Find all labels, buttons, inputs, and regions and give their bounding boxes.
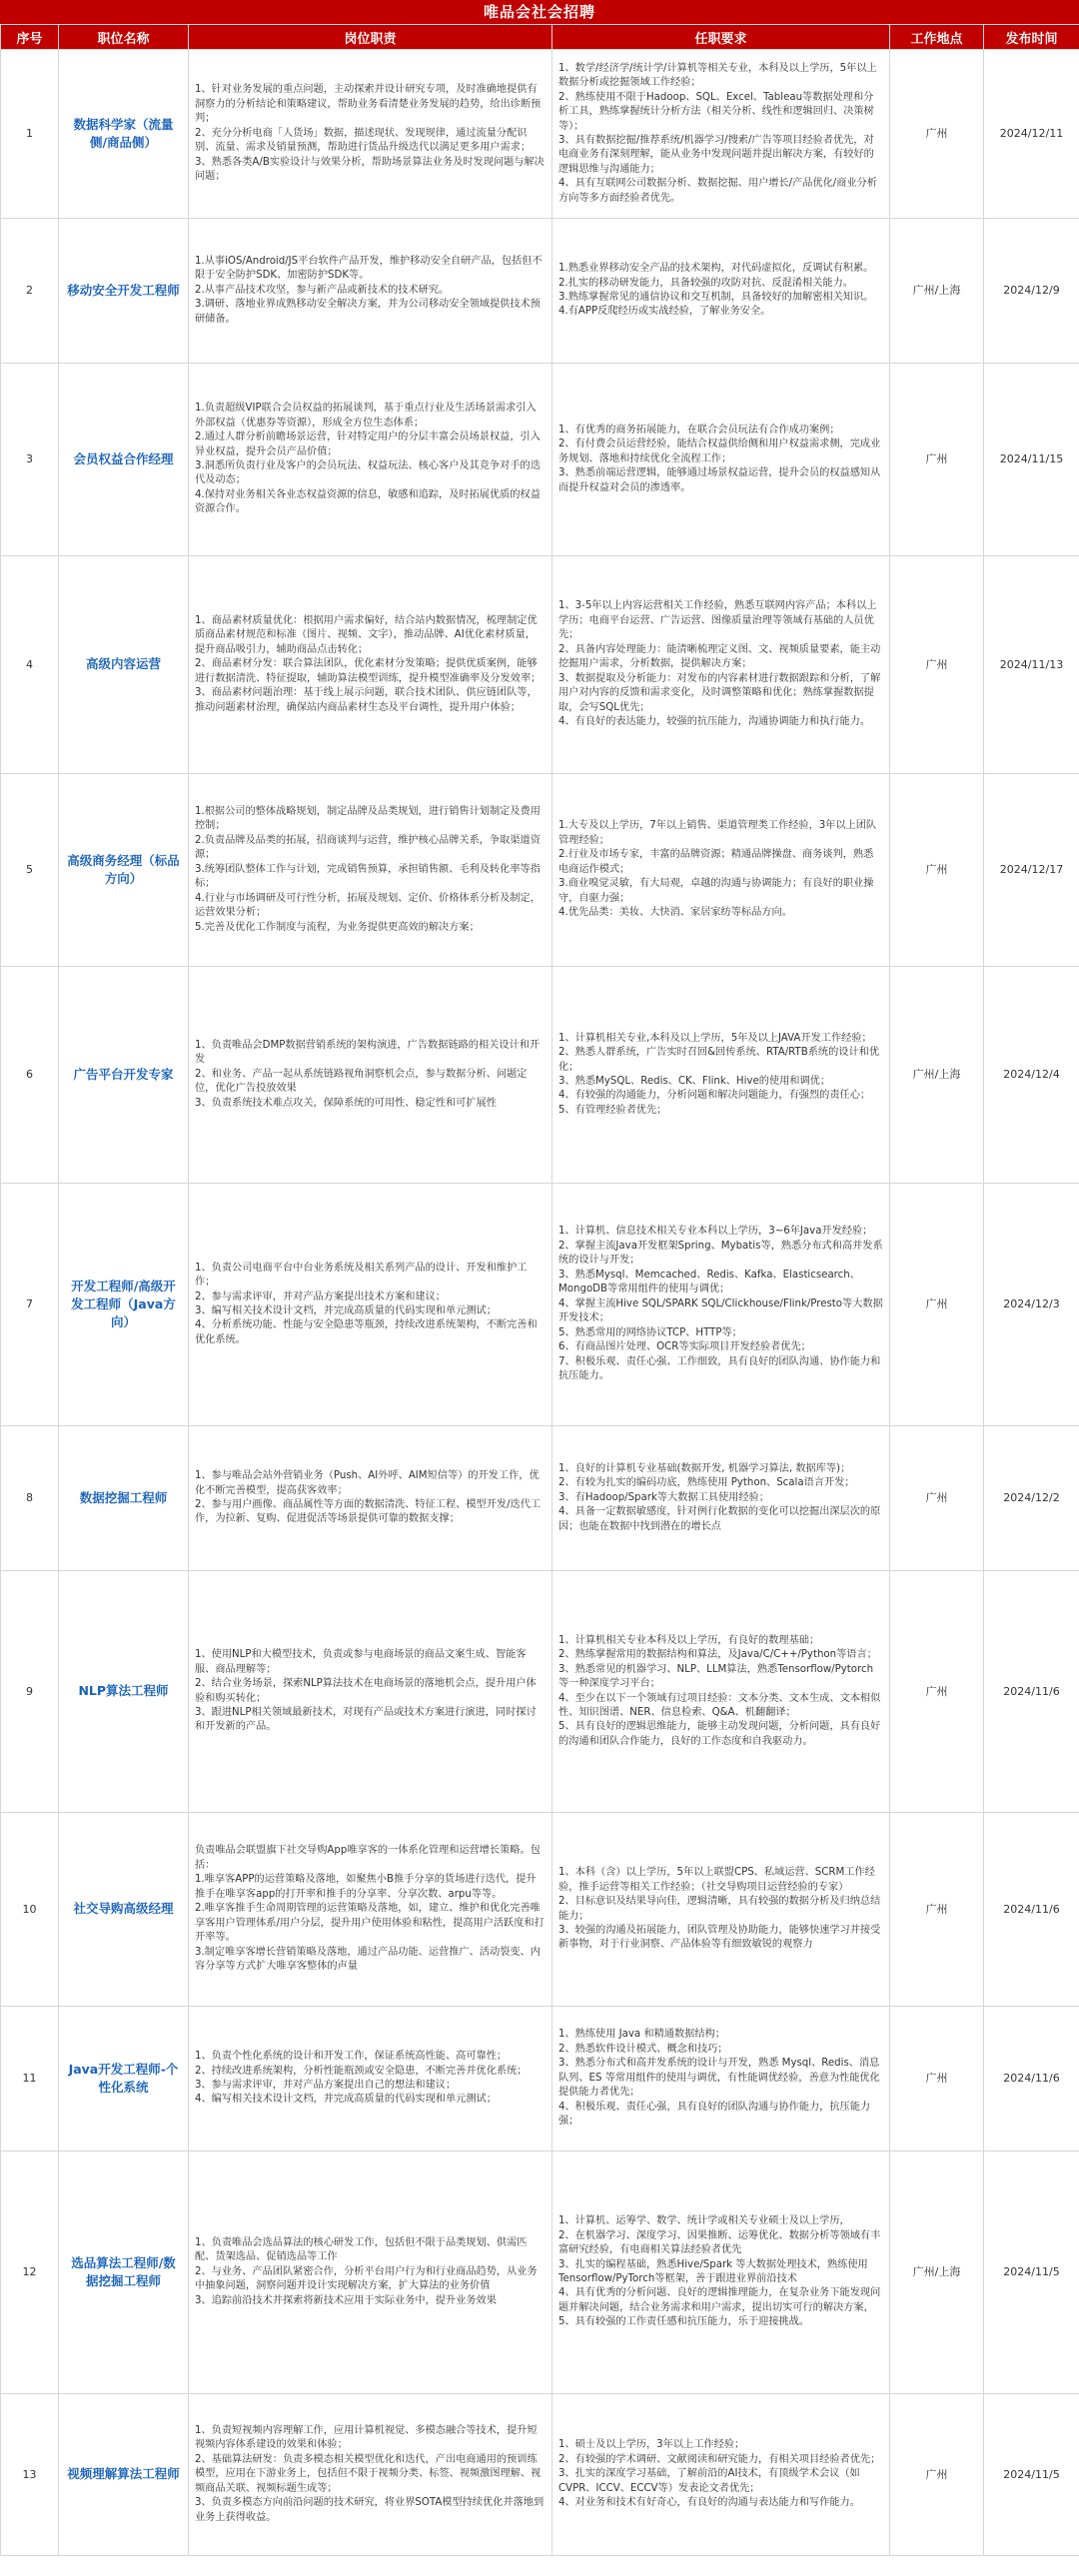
table-row — [1, 556, 1079, 774]
work-location: 广州 — [890, 2394, 984, 2556]
requirement-line: 5、具有良好的逻辑思维能力，能够主动发现问题，分析问题，具有良好的沟通和团队合作能力，良好的工作态度和自我驱动力。 — [558, 1721, 881, 1747]
duty-line: 2、持续改进系统架构，分析性能瓶颈或安全隐患，不断完善并优化系统； — [195, 2065, 528, 2077]
work-location: 广州 — [890, 556, 984, 774]
duty-line: 3、参与需求评审，并对产品方案提出自己的想法和建议； — [195, 2080, 457, 2091]
requirement-line: 1、计算机相关专业,本科及以上学历，5年及以上JAVA开发工作经验； — [558, 1032, 872, 1044]
table-row — [1, 219, 1079, 364]
duty-line: 3、熟悉各类A/B实验设计与效果分析，帮助场景算法业务及时发现问题与解决问题； — [195, 156, 544, 183]
table-row — [1, 2007, 1079, 2151]
work-location: 广州/上海 — [890, 967, 984, 1184]
publish-date: 2024/11/6 — [984, 1813, 1079, 2007]
duty-line: 1.唯享客APP的运营策略及落地，如聚焦小B推手分享的货场进行迭代，提升推手在唯享客app的打开率和推手的分享率、分享次数、arpu等等。 — [195, 1874, 537, 1900]
requirement-line: 3.熟练掌握常见的通信协议和交互机制，具备较好的加解密相关知识。 — [558, 292, 874, 303]
row-number: 4 — [1, 556, 59, 774]
requirement-line: 1、计算机、运筹学、数学、统计学或相关专业硕士及以上学历， — [558, 2215, 850, 2227]
requirement-line: 3、有Hadoop/Spark等大数据工具使用经验； — [558, 1491, 769, 1503]
requirement-line: 2、熟悉软件设计模式、概念和技巧； — [558, 2043, 728, 2055]
job-requirements — [552, 1813, 890, 2007]
duty-line: 2、参与用户画像、商品属性等方面的数据清洗、特征工程、模型开发/迭代工作，为拉新、复购、促进促活等场景提供可靠的数据支撑； — [195, 1499, 541, 1525]
table-row — [1, 364, 1079, 556]
publish-date: 2024/12/17 — [984, 774, 1079, 967]
requirement-line: 3、熟悉Mysql、Memcached、Redis、Kafka、Elasticsearch、MongoDB等常用组件的使用与调优； — [558, 1269, 860, 1295]
row-number: 3 — [1, 364, 59, 556]
row-number: 2 — [1, 219, 59, 364]
duty-line: 2.唯享客推手生命周期管理的运营策略及落地，如，建立、维护和优化完善唯享客用户管理体系/用户分层，提升用户使用体验和粘性，提高用户活跃度和打开率等。 — [195, 1903, 544, 1944]
duty-line: 1、使用NLP和大模型技术，负责或参与电商场景的商品文案生成、智能客服、商品理解等； — [195, 1649, 527, 1675]
requirement-line: 3.商业嗅觉灵敏，有大局观，卓越的沟通与协调能力；有良好的职业操守，自驱力强； — [558, 878, 874, 904]
duty-line: 1、负责公司电商平台中台业务系统及相关系列产品的设计、开发和维护工作； — [195, 1262, 528, 1288]
job-duties — [189, 2394, 552, 2556]
requirement-line: 1、熟练使用 Java 和精通数据结构； — [558, 2029, 725, 2041]
requirement-line: 1、有优秀的商务拓展能力，在联合会员玩法有合作成功案例； — [558, 424, 840, 435]
requirement-line: 2、熟练使用不限于Hadoop、SQL、Excel、Tableau等数据处理和分析工具，熟练掌握统计分析方法（相关分析、线性和逻辑回归、决策树等）； — [558, 91, 874, 132]
row-number: 7 — [1, 1184, 59, 1426]
publish-date: 2024/12/3 — [984, 1184, 1079, 1426]
publish-date: 2024/11/13 — [984, 556, 1079, 774]
duty-line: 4.行业与市场调研及可行性分析，拓展及规划、定价、价格体系分析及制定，运营效果分析； — [195, 892, 540, 919]
job-duties — [189, 50, 552, 219]
requirement-line: 3、具有数据挖掘/推荐系统/机器学习/搜索/广告等项目经验者优先，对电商业务有深刻理解，能从业务中发现问题并提出解决方案，有较好的逻辑思维与沟通能力； — [558, 135, 874, 175]
requirement-line: 2、有较强的学术调研、文献阅读和研究能力，有相关项目经验者优先； — [558, 2453, 881, 2465]
work-location: 广州/上海 — [890, 219, 984, 364]
duty-line: 5.完善及优化工作制度与流程，为业务提供更高效的解决方案； — [195, 921, 480, 933]
duty-line: 4.保持对业务相关各业态权益资源的信息，敏感和追踪，及时拓展优质的权益资源合作。 — [195, 488, 540, 515]
work-location: 广州 — [890, 50, 984, 219]
duty-line: 2.从事产品技术攻坚，参与新产品或新技术的技术研究。 — [195, 284, 450, 296]
requirement-line: 4、掌握主流Hive SQL/SPARK SQL/Clickhouse/Flink/Presto等大数据开发技术； — [558, 1297, 883, 1324]
requirement-line: 5、熟悉常用的网络协议TCP、HTTP等； — [558, 1326, 742, 1338]
work-location: 广州 — [890, 1571, 984, 1813]
row-number: 5 — [1, 774, 59, 967]
duty-line: 2.通过人群分析前瞻场景运营，针对特定用户的分层丰富会员场景权益，引入异业权益，提升会员产品价值； — [195, 431, 540, 457]
job-title: 社交导购高级经理 — [59, 1813, 189, 2007]
duty-line: 3、跟进NLP相关领域最新技术，对现有产品或技术方案进行演进，同时探讨和开发新的产品。 — [195, 1706, 537, 1733]
work-location: 广州 — [890, 774, 984, 967]
requirement-line: 2.扎实的移动研发能力，具备较强的攻防对抗、反混淆相关能力。 — [558, 277, 853, 289]
requirement-line: 4、具备一定数据敏感度，针对例行化数据的变化可以挖掘出深层次的原因；也能在数据中找到潜在的增长点 — [558, 1506, 881, 1532]
job-requirements — [552, 2007, 890, 2151]
duty-line: 2.负责品牌及品类的拓展，招商谈判与运营，维护核心品牌关系，争取渠道资源； — [195, 834, 540, 861]
requirement-line: 1.熟悉业界移动安全产品的技术架构，对代码虚拟化，反调试有积累。 — [558, 263, 874, 275]
requirement-line: 3、扎实的编程基础，熟悉Hive/Spark 等大数据处理技术，熟练使用Tensorflow/PyTorch等框架，善于跟进业界前沿技术 — [558, 2258, 868, 2284]
job-requirements — [552, 774, 890, 967]
job-requirements — [552, 1571, 890, 1813]
table-row — [1, 50, 1079, 219]
requirement-line: 1、本科（含）以上学历，5年以上联盟CPS、私域运营、SCRM工作经验，推手运营等相关工作经验；（社交导购项目运营经验的专家） — [558, 1867, 875, 1893]
duty-line: 1.负责超级VIP联合会员权益的拓展谈判，基于重点行业及生活场景需求引入外部权益（优惠券等资源），形成全方位生态体系； — [195, 403, 537, 429]
job-title: 高级内容运营 — [59, 556, 189, 774]
publish-date: 2024/11/6 — [984, 1571, 1079, 1813]
column-header-name: 职位名称 — [59, 25, 189, 50]
duty-line: 1、针对业务发展的重点问题，主动探索并设计研究专项，及时准确地提供有洞察力的分析结论和策略建议，帮助业务看清楚业务发展的趋势，给出诊断预判； — [195, 84, 541, 125]
publish-date: 2024/11/5 — [984, 2394, 1079, 2556]
requirement-line: 1.大专及以上学历，7年以上销售、渠道管理类工作经验，3年以上团队管理经验； — [558, 820, 877, 846]
duty-line: 1、负责个性化系统的设计和开发工作，保证系统高性能、高可靠性； — [195, 2051, 508, 2063]
job-duties — [189, 2007, 552, 2151]
publish-date: 2024/12/9 — [984, 219, 1079, 364]
job-duties — [189, 556, 552, 774]
table-row — [1, 1571, 1079, 1813]
work-location: 广州 — [890, 364, 984, 556]
job-requirements — [552, 1184, 890, 1426]
job-requirements — [552, 2394, 890, 2556]
job-title: 会员权益合作经理 — [59, 364, 189, 556]
job-requirements — [552, 2151, 890, 2394]
job-title: 广告平台开发专家 — [59, 967, 189, 1184]
column-header-date: 发布时间 — [984, 25, 1079, 50]
requirement-line: 3、熟悉分布式和高并发系统的设计与开发，熟悉 Mysql、Redis、消息队列、ES 等常用组件的使用与调优，有性能调优经验，善意为性能优化提供能力者优先； — [558, 2058, 880, 2099]
requirement-line: 1、硕士及以上学历，3年以上工作经验； — [558, 2439, 745, 2451]
requirement-line: 3、熟悉MySQL、Redis、CK、Flink、Hive的使用和调优； — [558, 1076, 831, 1087]
row-number: 10 — [1, 1813, 59, 2007]
table-header-row — [1, 25, 1079, 50]
duty-line: 1、负责唯品会DMP数据营销系统的架构演进，广告数据链路的相关设计和开发 — [195, 1039, 540, 1066]
work-location: 广州/上海 — [890, 2151, 984, 2394]
job-duties — [189, 2151, 552, 2394]
job-requirements — [552, 967, 890, 1184]
requirement-line: 7、积极乐观、责任心强、工作细致，具有良好的团队沟通、协作能力和抗压能力。 — [558, 1355, 881, 1382]
duty-line: 1、商品素材质量优化：根据用户需求偏好，结合站内数据情况，梳理制定优质商品素材规范和标准（图片、视频、文字），推动品牌、AI优化素材质量，提升商品吸引力，辅助商品点击转化； — [195, 614, 538, 655]
row-number: 13 — [1, 2394, 59, 2556]
row-number: 6 — [1, 967, 59, 1184]
job-requirements — [552, 556, 890, 774]
duty-line: 2、参与需求评审，并对产品方案提出技术方案和建议； — [195, 1290, 446, 1302]
requirement-line: 1、计算机相关专业本科及以上学历，有良好的数理基础； — [558, 1634, 820, 1646]
job-duties — [189, 364, 552, 556]
publish-date: 2024/11/6 — [984, 2007, 1079, 2151]
requirement-line: 6、有商品图片处理、OCR等实际项目开发经验者优先； — [558, 1341, 811, 1353]
duty-line: 3、负责系统技术难点攻关，保障系统的可用性、稳定性和可扩展性 — [195, 1097, 497, 1109]
requirement-line: 4、具有优秀的分析问题、良好的逻辑推理能力，在复杂业务下能发现问题并解决问题，结合业务需求和用户需求，提出切实可行的解决方案， — [558, 2287, 881, 2313]
requirement-line: 5、具有较强的工作责任感和抗压能力，乐于迎接挑战。 — [558, 2316, 809, 2328]
duty-line: 3.洞悉所负责行业及客户的会员玩法、权益玩法、核心客户及其竞争对手的迭代及动态； — [195, 460, 540, 486]
table-row — [1, 2394, 1079, 2556]
requirement-line: 2、掌握主流Java开发框架Spring、Mybatis等，熟悉分布式和高并发系统的设计与开发； — [558, 1240, 883, 1267]
duty-line: 4、分析系统功能、性能与安全隐患等瓶颈，持续改进系统架构，不断完善和优化系统。 — [195, 1319, 538, 1345]
requirement-line: 2、具备内容处理能力：能清晰梳理定义图、文、视频质量要素，能主动挖掘用户需求，分析数据，提供解决方案； — [558, 643, 881, 670]
requirement-line: 4.优先品类：美妆、大快消、家居家纺等标品方向。 — [558, 907, 792, 919]
job-requirements — [552, 50, 890, 219]
duty-line: 3.制定唯享客增长营销策略及落地，通过产品功能、运营推广、活动裂变、内容分享等方式扩大唯享客整体的声量 — [195, 1946, 540, 1973]
job-duties — [189, 1571, 552, 1813]
publish-date: 2024/12/11 — [984, 50, 1079, 219]
work-location: 广州 — [890, 1426, 984, 1571]
job-title: 数据科学家（流量侧/商品侧） — [59, 50, 189, 219]
duty-line: 2、基础算法研发：负责多模态相关模型优化和迭代，产出电商通用的预训练模型，应用在下游业务上，包括但不限于视频分类、标签、视频激图理解、视频商品关联、视频标题生成等； — [195, 2453, 541, 2494]
publish-date: 2024/11/5 — [984, 2151, 1079, 2394]
duty-line: 负责唯品会联盟旗下社交导购App唯享客的一体系化管理和运营增长策略。包括： — [195, 1845, 540, 1871]
duty-line: 1.从事iOS/Android/JS平台软件产品开发，维护移动安全自研产品，包括但不限于安全防护SDK、加密防护SDK等。 — [195, 255, 542, 282]
row-number: 11 — [1, 2007, 59, 2151]
column-header-city: 工作地点 — [890, 25, 984, 50]
job-duties — [189, 1813, 552, 2007]
table-row — [1, 774, 1079, 967]
requirement-line: 3、熟悉常见的机器学习、NLP、LLM算法，熟悉Tensorflow/Pytorch等一种深度学习平台； — [558, 1663, 874, 1690]
work-location: 广州 — [890, 2007, 984, 2151]
job-duties — [189, 219, 552, 364]
page-title: 唯品会社会招聘 — [0, 0, 1079, 24]
duty-line: 3、商品素材问题治理：基于线上展示问题，联合技术团队、供应链团队等，推动问题素材治理，确保站内商品素材生态及平台调性，提升用户体验； — [195, 687, 538, 713]
duty-line: 3.统筹团队整体工作与计划，完成销售预算，承担销售额、毛利及转化率等指标； — [195, 863, 540, 890]
requirement-line: 2、在机器学习、深度学习、因果推断、运筹优化、数据分析等领域有丰富研究经验，有电商相关算法经验者优先 — [558, 2229, 881, 2256]
requirement-line: 2.行业及市场专家，丰富的品牌资源；精通品牌操盘、商务谈判，熟悉电商运作模式； — [558, 849, 874, 875]
duty-line: 2、与业务、产品团队紧密合作，分析平台用户行为和行业商品趋势，从业务中抽象问题，洞察问题并设计实现解决方案，扩大算法的业务价值 — [195, 2265, 538, 2292]
requirement-line: 4.有APP反爬经历或实战经验，了解业务安全。 — [558, 306, 771, 318]
requirement-line: 1、3-5年以上内容运营相关工作经验，熟悉互联网内容产品；本科以上学历；电商平台运营、广告运营、图像质量治理等领域有基础的人员优先； — [558, 600, 877, 641]
requirement-line: 4、至少在以下一个领域有过项目经验：文本分类、文本生成、文本相似性、知识图谱、NER、信息检索、Q&A、机翻翻译； — [558, 1692, 881, 1718]
requirement-line: 2、熟悉人群系统，广告实时召回&回传系统、RTA/RTB系统的设计和优化； — [558, 1047, 880, 1073]
requirement-line: 2、有付费会员运营经验，能结合权益供给侧和用户权益需求侧，完成业务规划、落地和持续优化全流程工作； — [558, 438, 881, 464]
requirement-line: 1、计算机、信息技术相关专业本科以上学历，3~6年Java开发经验； — [558, 1226, 873, 1238]
job-duties — [189, 774, 552, 967]
column-header-reqs: 任职要求 — [552, 25, 890, 50]
table-row — [1, 2151, 1079, 2394]
job-requirements — [552, 364, 890, 556]
job-requirements — [552, 1426, 890, 1571]
table-row — [1, 967, 1079, 1184]
duty-line: 1.根据公司的整体战略规划，制定品牌及品类规划，进行销售计划制定及费用控制； — [195, 805, 540, 832]
requirement-line: 4、有良好的表达能力，较强的抗压能力，沟通协调能力和执行能力。 — [558, 716, 871, 728]
requirement-line: 3、数据提取及分析能力：对发布的内容素材进行数据跟踪和分析，了解用户对内容的反馈和需求变化，及时调整策略和优化；熟练掌握数据提取，会写SQL优先； — [558, 672, 881, 713]
job-requirements — [552, 219, 890, 364]
requirement-line: 1、数学/经济学/统计学/计算机等相关专业，本科及以上学历，5年以上数据分析或挖掘领域工作经验； — [558, 62, 877, 89]
work-location: 广州 — [890, 1184, 984, 1426]
table-row — [1, 1813, 1079, 2007]
duty-line: 2、和业务、产品一起从系统链路视角洞察机会点，参与数据分析、问题定位，优化广告投放效果 — [195, 1068, 528, 1095]
table-row — [1, 1184, 1079, 1426]
requirement-line: 4、积极乐观、责任心强，具有良好的团队沟通与协作能力，抗压能力强； — [558, 2101, 871, 2128]
job-duties — [189, 1184, 552, 1426]
requirement-line: 5、有管理经验者优先； — [558, 1104, 667, 1116]
requirement-line: 4、具有互联网公司数据分析、数据挖掘、用户增长/产品优化/商业分析方向等多方面经验者优先。 — [558, 178, 877, 204]
row-number: 8 — [1, 1426, 59, 1571]
column-header-no: 序号 — [1, 25, 59, 50]
work-location: 广州 — [890, 1813, 984, 2007]
requirement-line: 3、较强的沟通及拓展能力，团队管理及协助能力，能够快速学习并接受新事物，对于行业洞察、产品体验等有细致敏锐的观察力 — [558, 1924, 881, 1951]
job-title: 移动安全开发工程师 — [59, 219, 189, 364]
duty-line: 1、负责唯品会选品算法的核心研发工作，包括但不限于品类规划、供需匹配、货架选品、促销选品等工作 — [195, 2236, 528, 2263]
job-title: 高级商务经理（标品方向） — [59, 774, 189, 967]
requirement-line: 4、有较强的沟通能力，分析问题和解决问题能力，有强烈的责任心； — [558, 1090, 871, 1102]
publish-date: 2024/12/4 — [984, 967, 1079, 1184]
duty-line: 2、商品素材分发：联合算法团队，优化素材分发策略；提供优质案例，能够进行数据清洗、特征提取，辅助算法模型训练，提升模型准确率及分发效率； — [195, 658, 541, 684]
job-title: NLP算法工程师 — [59, 1571, 189, 1813]
jobs-table — [0, 24, 1079, 2556]
duty-line: 4、编写相关技术设计文档，并完成高质量的代码实现和单元测试； — [195, 2094, 497, 2106]
duty-line: 1、负责短视频内容理解工作，应用计算机视觉、多模态融合等技术，提升短视频内容体系建设的效果和体验； — [195, 2424, 538, 2451]
duty-line: 3、追踪前沿技术并探索将新技术应用于实际业务中，提升业务效果 — [195, 2294, 497, 2306]
job-title: 数据挖掘工程师 — [59, 1426, 189, 1571]
duty-line: 1、参与唯品会站外营销业务（Push、AI外呼、AIM短信等）的开发工作，优化不断完善模型，提高获客效率； — [195, 1470, 540, 1496]
duty-line: 3、编写相关技术设计文档，并完成高质量的代码实现和单元测试； — [195, 1305, 497, 1316]
column-header-duties: 岗位职责 — [189, 25, 552, 50]
duty-line: 3.调研、落地业界成熟移动安全解决方案，并为公司移动安全领域提供技术预研储备。 — [195, 299, 540, 325]
job-title: 开发工程师/高级开发工程师（Java方向） — [59, 1184, 189, 1426]
job-title: 视频理解算法工程师 — [59, 2394, 189, 2556]
row-number: 1 — [1, 50, 59, 219]
requirement-line: 2、有较为扎实的编码功底，熟练使用 Python、Scala语言开发； — [558, 1477, 855, 1489]
job-duties — [189, 1426, 552, 1571]
requirement-line: 4、对业务和技术有好奇心，有良好的沟通与表达能力和写作能力。 — [558, 2497, 860, 2509]
duty-line: 2、充分分析电商「人货场」数据，描述现状、发现规律，通过流量分配识别、流量、需求及销量预测，帮助进行货品升级迭代以满足更多用户需求； — [195, 127, 532, 154]
publish-date: 2024/12/2 — [984, 1426, 1079, 1571]
job-title: 选品算法工程师/数据挖掘工程师 — [59, 2151, 189, 2394]
job-title: Java开发工程师-个性化系统 — [59, 2007, 189, 2151]
table-row — [1, 1426, 1079, 1571]
requirement-line: 1、良好的计算机专业基础(数据开发, 机器学习算法, 数据库等)； — [558, 1462, 851, 1474]
duty-line: 2、结合业务场景，探索NLP算法技术在电商场景的落地机会点，提升用户体验和购买转化； — [195, 1678, 537, 1704]
job-duties — [189, 967, 552, 1184]
row-number: 9 — [1, 1571, 59, 1813]
row-number: 12 — [1, 2151, 59, 2394]
publish-date: 2024/11/15 — [984, 364, 1079, 556]
requirement-line: 2、目标意识及结果导向佳，逻辑清晰，具有较强的数据分析及归纳总结能力； — [558, 1896, 881, 1922]
requirement-line: 3、熟悉前端运营逻辑，能够通过场景权益运营，提升会员的权益感知从而提升权益对会员的渗透率。 — [558, 467, 881, 493]
requirement-line: 3、扎实的深度学习基础，了解前沿的AI技术，有顶级学术会议（如CVPR、ICCV、ECCV等）发表论文者优先； — [558, 2468, 860, 2494]
duty-line: 3、负责多模态方向前沿问题的技术研究，将业界SOTA模型持续优化并落地到业务上获得收益。 — [195, 2497, 544, 2523]
requirement-line: 2、熟练掌握常用的数据结构和算法，及Java/C/C++/Python等语言； — [558, 1649, 877, 1661]
